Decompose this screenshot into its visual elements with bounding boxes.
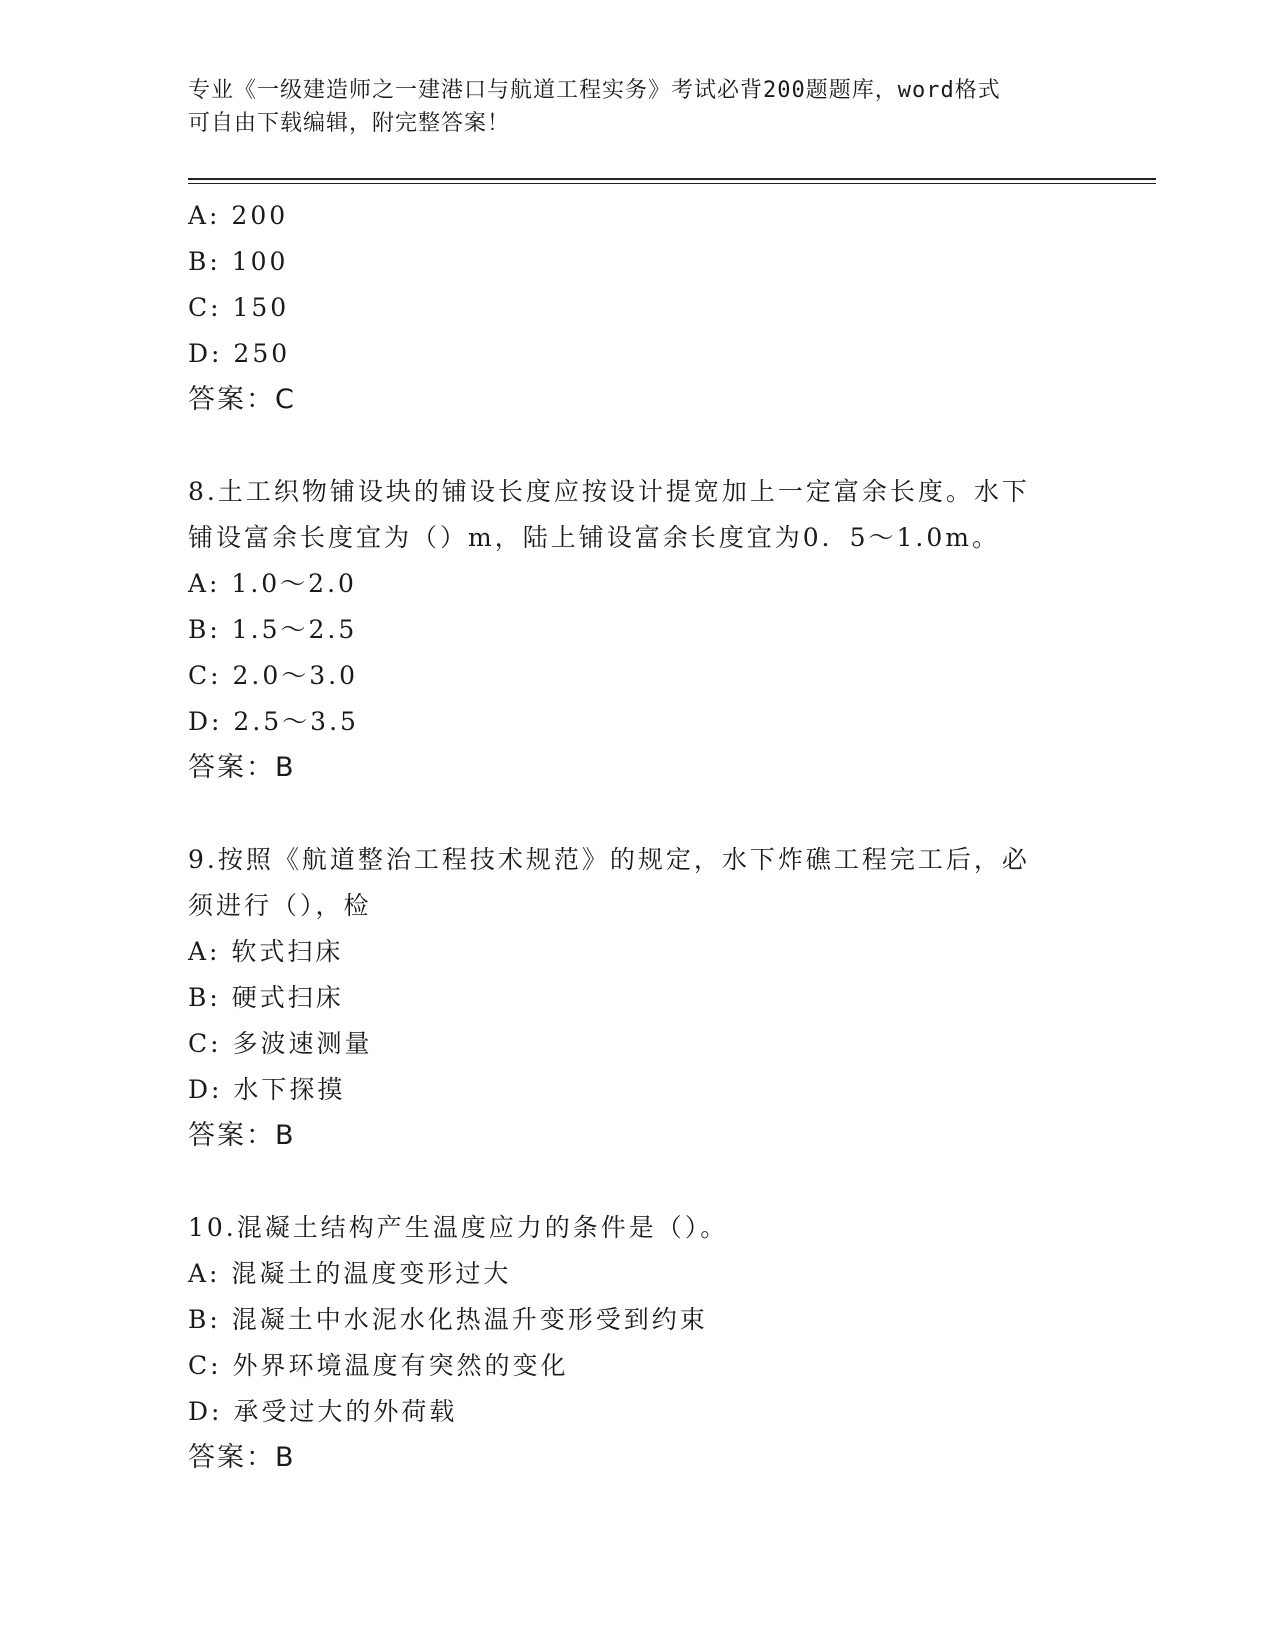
option-c: C: 150 — [188, 293, 290, 322]
option-d: D: 2.5～3.5 — [188, 707, 359, 736]
option-c: C: 2.0～3.0 — [188, 661, 359, 690]
question-10 — [188, 1205, 1068, 1481]
option-a: A: 软式扫床 — [188, 937, 344, 966]
option-b: B: 混凝土中水泥水化热温升变形受到约束 — [188, 1305, 708, 1334]
option-d: D: 250 — [188, 339, 291, 368]
answer: 答案：B — [188, 1442, 296, 1473]
header-divider-thick — [188, 178, 1156, 180]
option-d: D: 承受过大的外荷载 — [188, 1397, 458, 1426]
document-header — [188, 74, 1068, 140]
question-title: 9.按照《航道整治工程技术规范》的规定，水下炸礁工程完工后，必 — [188, 845, 1030, 874]
option-a: A: 混凝土的温度变形过大 — [188, 1259, 512, 1288]
answer: 答案：C — [188, 384, 296, 415]
spacer — [188, 791, 1068, 837]
question-9 — [188, 837, 1068, 1159]
question-8 — [188, 469, 1068, 791]
header-divider-thin — [188, 183, 1156, 184]
option-d: D: 水下探摸 — [188, 1075, 346, 1104]
header-line-1: 专业《一级建造师之一建港口与航道工程实务》考试必背200题题库，word格式 — [188, 78, 1001, 103]
question-title: 10.混凝土结构产生温度应力的条件是（）。 — [188, 1213, 729, 1242]
spacer — [188, 1159, 1068, 1205]
option-a: A: 200 — [188, 201, 289, 230]
answer: 答案：B — [188, 1120, 296, 1151]
question-list — [188, 193, 1068, 1481]
option-b: B: 硬式扫床 — [188, 983, 344, 1012]
spacer — [188, 423, 1068, 469]
option-a: A: 1.0～2.0 — [188, 569, 357, 598]
option-b: B: 1.5～2.5 — [188, 615, 358, 644]
question-title: 8.土工织物铺设块的铺设长度应按设计提宽加上一定富余长度。水下 — [188, 477, 1030, 506]
option-c: C: 多波速测量 — [188, 1029, 373, 1058]
question-title-continued: 须进行（），检 — [188, 891, 372, 920]
header-line-2: 可自由下载编辑，附完整答案！ — [188, 111, 511, 136]
question-title-continued: 铺设富余长度宜为（）m，陆上铺设富余长度宜为0．5～1.0m。 — [188, 523, 1000, 552]
option-b: B: 100 — [188, 247, 289, 276]
question-7 — [188, 193, 1068, 423]
option-c: C: 外界环境温度有突然的变化 — [188, 1351, 569, 1380]
answer: 答案：B — [188, 752, 296, 783]
